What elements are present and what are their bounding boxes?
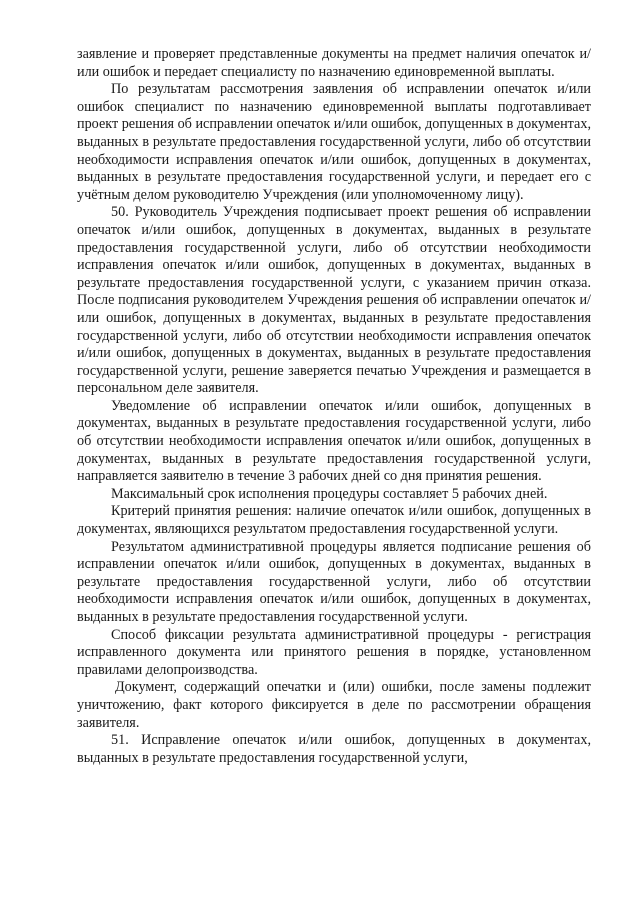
paragraph-item-51: 51. Исправление опечаток и/или ошибок, допущенных в документах, выданных в результате предоставления государственной услуги,	[77, 732, 591, 766]
paragraph-criterion: Критерий принятия решения: наличие опечаток и/или ошибок, допущенных в документах, являющихся результатом предоставления государственной услуги.	[77, 503, 591, 538]
paragraph-item-50: 50. Руководитель Учреждения подписывает проект решения об исправлении опечаток и/или ошибок, допущенных в документах, выданных в результате предоставления государственной услуги, либо об отсутствии необходимости исправления опечаток и/или ошибок, допущенных в документах, выданных в результате предоставления государственной услуги, с указанием причин отказа. После подписания руководителем Учреждения решения об исправлении опечаток и/или ошибок, допущенных в документах, выданных в результате предоставления государственной услуги, либо об отсутствии необходимости исправления опечаток и/или ошибок, допущенных в документах, выданных в результате предоставления государственной услуги, решение заверяется печатью Учреждения и размещается в персональном деле заявителя.	[77, 204, 591, 397]
paragraph-continuation: заявление и проверяет представленные документы на предмет наличия опечаток и/или ошибок и передает специалисту по назначению единовременной выплаты.	[77, 46, 591, 80]
paragraph-fixation-method: Способ фиксации результата административной процедуры - регистрация исправленного документа или принятого решения в порядке, установленном правилами делопроизводства.	[77, 626, 591, 678]
paragraph-document-destruction: Документ, содержащий опечатки и (или) ошибки, после замены подлежит уничтожению, факт которого фиксируется в деле по рассмотрении обращения заявителя.	[77, 679, 591, 731]
paragraph-procedure-result: Результатом административной процедуры является подписание решения об исправлении опечаток и/или ошибок, допущенных в документах, выданных в результате предоставления государственной услуги, либо об отсутствии необходимости исправления опечаток и/или ошибок, допущенных в документах, выданных в результате предоставления государственной услуги.	[77, 538, 591, 625]
paragraph-review-results: По результатам рассмотрения заявления об исправлении опечаток и/или ошибок специалист по назначению единовременной выплаты подготавливает проект решения об исправлении опечаток и/или ошибок, допущенных в документах, выданных в результате предоставления государственной услуги, либо об отсутствии необходимости исправления опечаток и/или ошибок, допущенных в документах, выданных в результате предоставления государственной услуги, и передает его с учётным делом руководителю Учреждения (или уполномоченному лицу).	[77, 81, 591, 203]
paragraph-max-term: Максимальный срок исполнения процедуры составляет 5 рабочих дней.	[111, 485, 548, 502]
document-page	[77, 46, 591, 767]
paragraph-notification: Уведомление об исправлении опечаток и/или ошибок, допущенных в документах, выданных в результате предоставления государственной услуги, либо об отсутствии необходимости исправления опечаток и/или ошибок, допущенных в документах, выданных в результате предоставления государственной услуги, направляется заявителю в течение 3 рабочих дней со дня принятия решения.	[77, 397, 591, 485]
